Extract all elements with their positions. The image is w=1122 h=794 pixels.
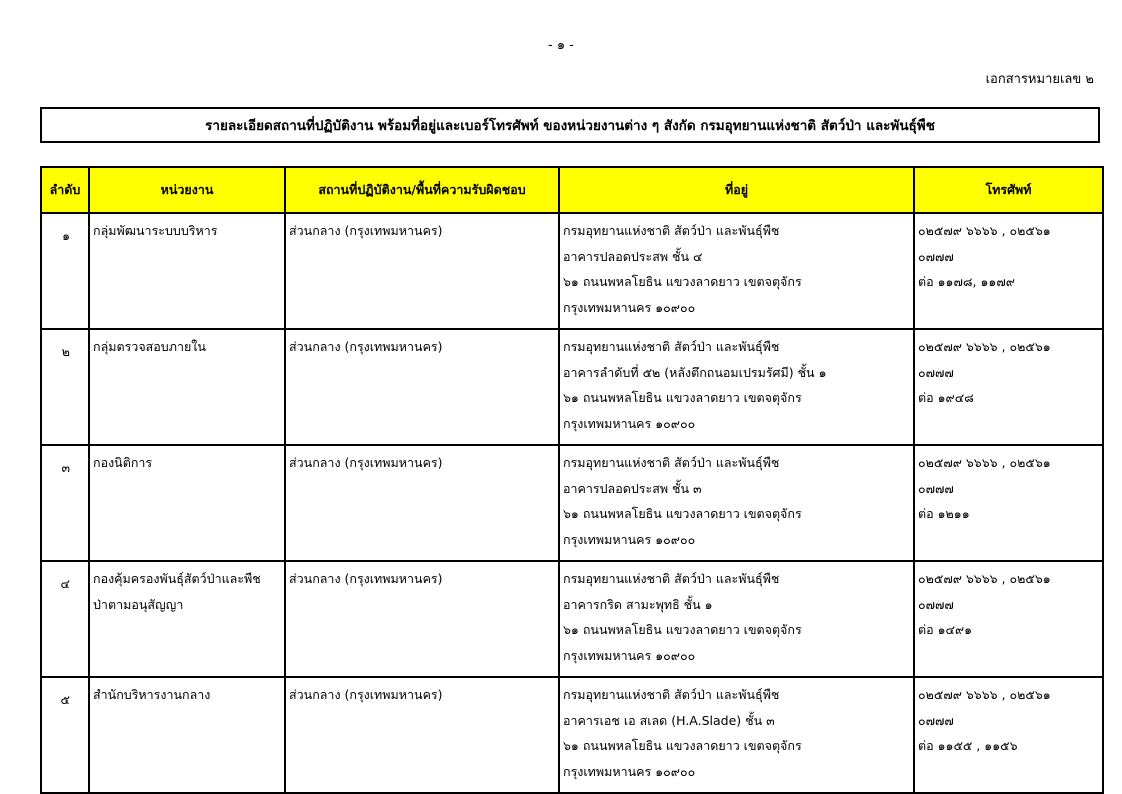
page-number: - ๑ - bbox=[548, 38, 574, 53]
address-cell bbox=[559, 213, 914, 329]
phone-cell bbox=[914, 445, 1103, 561]
unit-cell bbox=[89, 677, 285, 793]
phone-line: ๐๒๕๗๙ ๖๖๖๖ , ๐๒๕๖๑ bbox=[918, 339, 1051, 354]
unit-cell bbox=[89, 445, 285, 561]
phone-cell bbox=[914, 213, 1103, 329]
address-line: กรมอุทยานแห่งชาติ สัตว์ป่า และพันธุ์พืช bbox=[563, 339, 780, 354]
phone-line: ๐๗๗๗ bbox=[918, 248, 954, 264]
phone-line: ๐๒๕๗๙ ๖๖๖๖ , ๐๒๕๖๑ bbox=[918, 223, 1051, 238]
address-line: ๖๑ ถนนพหลโยธิน แขวงลาดยาว เขตจตุจักร bbox=[563, 506, 802, 521]
phone-cell bbox=[914, 677, 1103, 793]
header-unit: หน่วยงาน bbox=[89, 167, 285, 213]
location-cell bbox=[285, 677, 559, 793]
address-line: ๖๑ ถนนพหลโยธิน แขวงลาดยาว เขตจตุจักร bbox=[563, 738, 802, 753]
table-row bbox=[41, 213, 1103, 329]
location-text: ส่วนกลาง (กรุงเทพมหานคร) bbox=[289, 339, 443, 354]
table-row bbox=[41, 561, 1103, 677]
row-number: ๓ bbox=[41, 445, 89, 561]
location-cell bbox=[285, 213, 559, 329]
row-number: ๒ bbox=[41, 329, 89, 445]
unit-table bbox=[40, 166, 1104, 794]
header-phone: โทรศัพท์ bbox=[914, 167, 1103, 213]
location-cell bbox=[285, 329, 559, 445]
unit-name-line: กลุ่มพัฒนาระบบบริหาร bbox=[93, 223, 218, 238]
table-row bbox=[41, 329, 1103, 445]
address-line: อาคารกริด สามะพุทธิ ชั้น ๑ bbox=[563, 596, 713, 612]
unit-name-line: กองคุ้มครองพันธุ์สัตว์ป่าและพืช bbox=[93, 571, 261, 586]
header-no: ลำดับ bbox=[41, 167, 89, 213]
phone-line: ๐๒๕๗๙ ๖๖๖๖ , ๐๒๕๖๑ bbox=[918, 455, 1051, 470]
table-row bbox=[41, 677, 1103, 793]
row-number: ๑ bbox=[41, 213, 89, 329]
address-line: กรุงเทพมหานคร ๑๐๙๐๐ bbox=[563, 763, 696, 779]
phone-line: ต่อ ๑๔๙๑ bbox=[918, 622, 973, 637]
document-title: รายละเอียดสถานที่ปฏิบัติงาน พร้อมที่อยู่และเบอร์โทรศัพท์ ของหน่วยงานต่าง ๆ สังกัด กรมอุทยานแห่งชาติ สัตว์ป่า และพันธุ์พืช bbox=[205, 118, 935, 134]
address-line: กรมอุทยานแห่งชาติ สัตว์ป่า และพันธุ์พืช bbox=[563, 571, 780, 586]
phone-line: ต่อ ๑๑๕๕ , ๑๑๕๖ bbox=[918, 738, 1018, 753]
address-line: กรมอุทยานแห่งชาติ สัตว์ป่า และพันธุ์พืช bbox=[563, 455, 780, 470]
location-text: ส่วนกลาง (กรุงเทพมหานคร) bbox=[289, 455, 443, 470]
address-line: กรมอุทยานแห่งชาติ สัตว์ป่า และพันธุ์พืช bbox=[563, 223, 780, 238]
phone-line: ต่อ ๑๒๑๑ bbox=[918, 506, 970, 521]
phone-line: ต่อ ๑๙๔๘ bbox=[918, 390, 974, 405]
document-title-box bbox=[40, 107, 1100, 143]
location-text: ส่วนกลาง (กรุงเทพมหานคร) bbox=[289, 223, 443, 238]
phone-line: ๐๗๗๗ bbox=[918, 364, 954, 380]
address-line: ๖๑ ถนนพหลโยธิน แขวงลาดยาว เขตจตุจักร bbox=[563, 622, 802, 637]
address-line: ๖๑ ถนนพหลโยธิน แขวงลาดยาว เขตจตุจักร bbox=[563, 274, 802, 289]
phone-cell bbox=[914, 561, 1103, 677]
phone-line: ๐๒๕๗๙ ๖๖๖๖ , ๐๒๕๖๑ bbox=[918, 687, 1051, 702]
address-line: กรุงเทพมหานคร ๑๐๙๐๐ bbox=[563, 299, 696, 315]
address-line: กรุงเทพมหานคร ๑๐๙๐๐ bbox=[563, 647, 696, 663]
address-line: อาคารปลอดประสพ ชั้น ๔ bbox=[563, 248, 703, 264]
unit-cell bbox=[89, 561, 285, 677]
document-reference: เอกสารหมายเลข ๒ bbox=[985, 72, 1094, 87]
address-cell bbox=[559, 445, 914, 561]
address-cell bbox=[559, 329, 914, 445]
address-cell bbox=[559, 677, 914, 793]
address-line: กรุงเทพมหานคร ๑๐๙๐๐ bbox=[563, 415, 696, 431]
address-line: กรมอุทยานแห่งชาติ สัตว์ป่า และพันธุ์พืช bbox=[563, 687, 780, 702]
unit-name-line: กลุ่มตรวจสอบภายใน bbox=[93, 339, 206, 354]
unit-name-line: สำนักบริหารงานกลาง bbox=[93, 687, 211, 702]
unit-name-line: กองนิติการ bbox=[93, 455, 153, 470]
phone-line: ๐๗๗๗ bbox=[918, 480, 954, 496]
unit-cell bbox=[89, 329, 285, 445]
address-cell bbox=[559, 561, 914, 677]
unit-name-line: ป่าตามอนุสัญญา bbox=[93, 596, 184, 612]
location-text: ส่วนกลาง (กรุงเทพมหานคร) bbox=[289, 687, 443, 702]
phone-cell bbox=[914, 329, 1103, 445]
table-header-row bbox=[41, 167, 1103, 213]
table-row bbox=[41, 445, 1103, 561]
phone-line: ๐๒๕๗๙ ๖๖๖๖ , ๐๒๕๖๑ bbox=[918, 571, 1051, 586]
phone-line: ๐๗๗๗ bbox=[918, 712, 954, 728]
address-line: อาคารเอช เอ สเลด (H.A.Slade) ชั้น ๓ bbox=[563, 712, 775, 728]
header-address: ที่อยู่ bbox=[559, 167, 914, 213]
location-cell bbox=[285, 561, 559, 677]
row-number: ๔ bbox=[41, 561, 89, 677]
address-line: ๖๑ ถนนพหลโยธิน แขวงลาดยาว เขตจตุจักร bbox=[563, 390, 802, 405]
address-line: อาคารปลอดประสพ ชั้น ๓ bbox=[563, 480, 702, 496]
header-location: สถานที่ปฏิบัติงาน/พื้นที่ความรับผิดชอบ bbox=[285, 167, 559, 213]
row-number: ๕ bbox=[41, 677, 89, 793]
location-text: ส่วนกลาง (กรุงเทพมหานคร) bbox=[289, 571, 443, 586]
phone-line: ต่อ ๑๑๗๘, ๑๑๗๙ bbox=[918, 274, 1015, 289]
address-line: อาคารลำดับที่ ๕๒ (หลังตึกถนอมเปรมรัศมี) ชั้น ๑ bbox=[563, 364, 827, 380]
location-cell bbox=[285, 445, 559, 561]
address-line: กรุงเทพมหานคร ๑๐๙๐๐ bbox=[563, 531, 696, 547]
unit-cell bbox=[89, 213, 285, 329]
phone-line: ๐๗๗๗ bbox=[918, 596, 954, 612]
